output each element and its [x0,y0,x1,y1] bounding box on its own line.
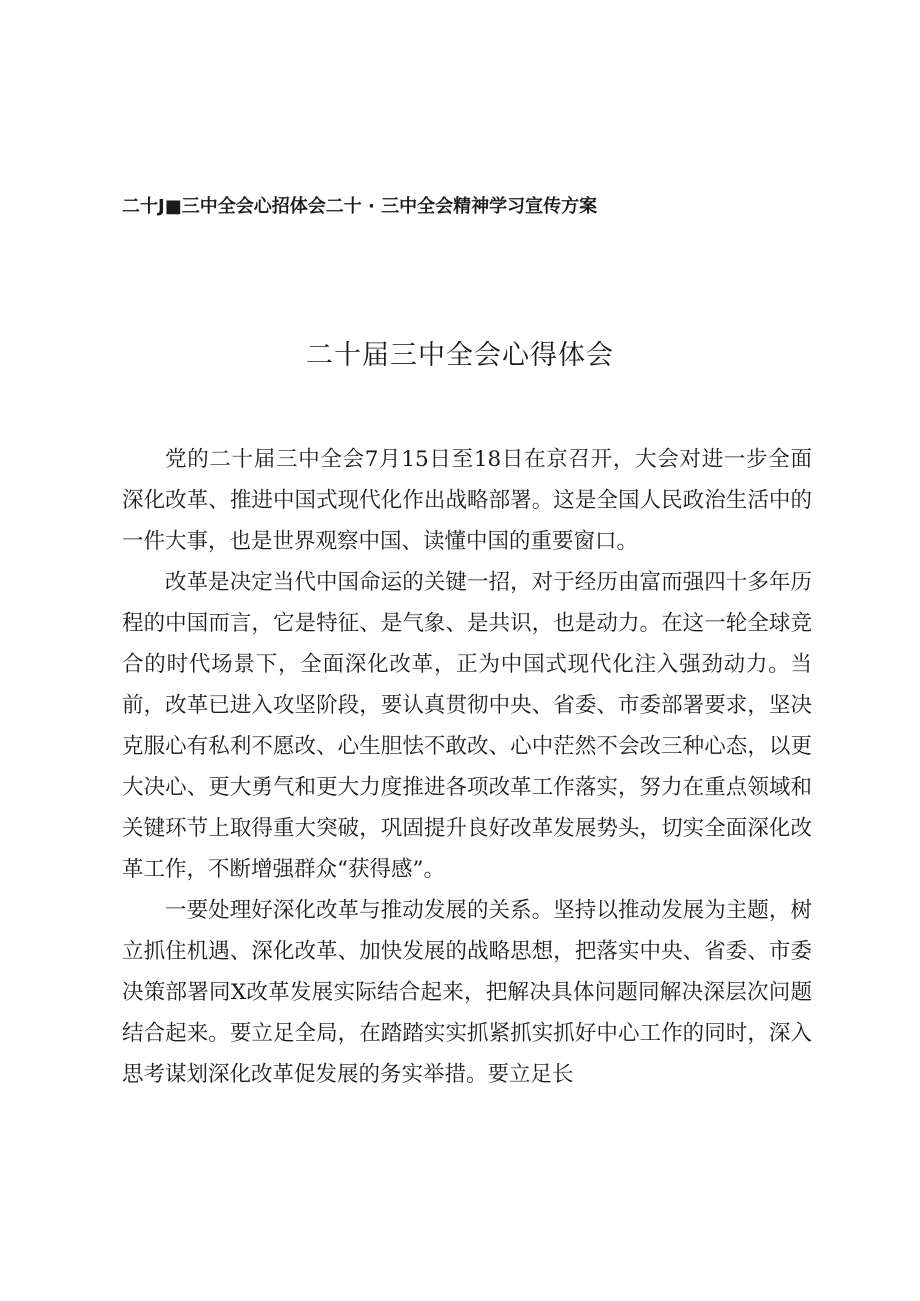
body-paragraph-3: 一要处理好深化改革与推动发展的关系。坚持以推动发展为主题，树立抓住机遇、深化改革、加快发展的战略思想，把落实中央、省委、市委决策部署同X改革发展实际结合起来，把解决具体问题同解决深层次问题结合起来。要立足全局，在踏踏实实抓紧抓实抓好中心工作的同时，深入思考谋划深化改革促发展的务实举措。要立足长 [122,898,812,1087]
document-header: 二十J■三中全会心招体会二十 · 三中全会精神学习宣传方案 [122,196,598,217]
document-body [122,439,812,1095]
body-paragraph-1: 党的二十届三中全会7月15日至18日在京召开，大会对进一步全面深化改革、推进中国式现代化作出战略部署。这是全国人民政治生活中的一件大事，也是世界观察中国、读懂中国的重要窗口。 [122,447,812,554]
body-paragraph-2: 改革是决定当代中国命运的关键一招，对于经历由富而强四十多年历程的中国而言，它是特征、是气象、是共识，也是动力。在这一轮全球竞合的时代场景下，全面深化改革，正为中国式现代化注入强劲动力。当前，改革已进入攻坚阶段，要认真贯彻中央、省委、市委部署要求，坚决克服心有私利不愿改、心生胆怯不敢改、心中茫然不会改三种心态，以更大决心、更大勇气和更大力度推进各项改革工作落实，努力在重点领域和关键环节上取得重大突破，巩固提升良好改革发展势头，切实全面深化改革工作，不断增强群众“获得感”。 [122,570,812,882]
document-title: 二十届三中全会心得体会 [306,340,614,371]
